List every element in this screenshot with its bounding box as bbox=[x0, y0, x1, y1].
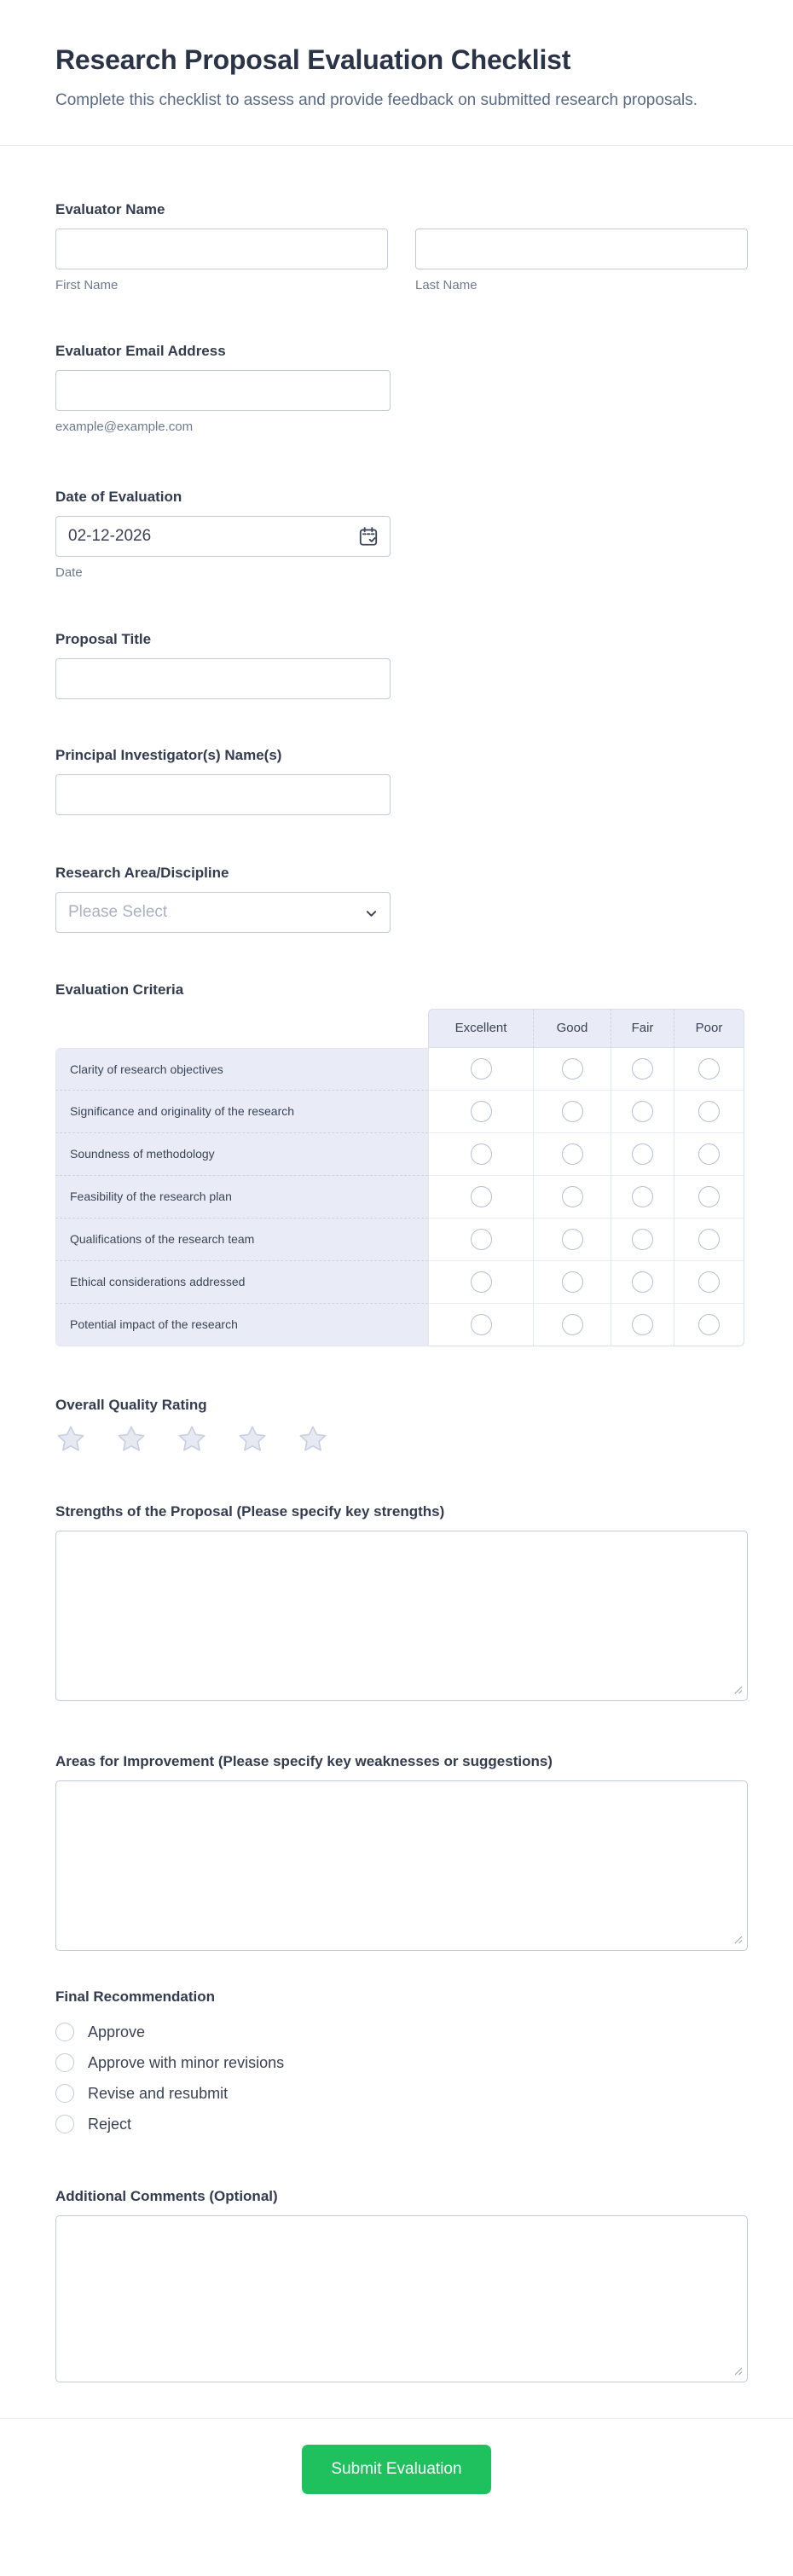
criteria-cell bbox=[611, 1176, 674, 1219]
criteria-radio[interactable] bbox=[698, 1186, 720, 1207]
criteria-row bbox=[55, 1048, 744, 1091]
criteria-label: Evaluation Criteria bbox=[55, 981, 184, 998]
improvements-textarea[interactable] bbox=[55, 1780, 748, 1951]
criteria-cell bbox=[611, 1133, 674, 1176]
question-pi-names bbox=[55, 744, 748, 815]
radio-option-label: Reject bbox=[88, 2115, 132, 2133]
radio-option-reject[interactable] bbox=[55, 2115, 748, 2133]
criteria-cell bbox=[674, 1304, 744, 1346]
research-area-label: Research Area/Discipline bbox=[55, 864, 229, 881]
criteria-cell bbox=[533, 1219, 611, 1261]
criteria-header-spacer bbox=[55, 1009, 428, 1048]
criteria-cell bbox=[674, 1091, 744, 1133]
email-sublabel: example@example.com bbox=[55, 419, 194, 434]
email-input[interactable] bbox=[55, 370, 391, 411]
criteria-cell bbox=[428, 1176, 533, 1219]
criteria-cell bbox=[674, 1133, 744, 1176]
criteria-radio[interactable] bbox=[471, 1271, 492, 1293]
criteria-row bbox=[55, 1176, 744, 1219]
criteria-cell bbox=[428, 1048, 533, 1091]
comments-label: Additional Comments (Optional) bbox=[55, 2187, 278, 2204]
criteria-radio[interactable] bbox=[698, 1101, 720, 1122]
criteria-radio[interactable] bbox=[632, 1143, 653, 1165]
criteria-column-header: Excellent bbox=[428, 1009, 533, 1048]
last-name-sublabel: Last Name bbox=[415, 277, 478, 292]
criteria-row-label: Significance and originality of the research bbox=[55, 1091, 428, 1133]
criteria-row-label: Ethical considerations addressed bbox=[55, 1261, 428, 1304]
last-name-input[interactable] bbox=[415, 229, 748, 269]
criteria-header-row bbox=[55, 1009, 744, 1048]
criteria-radio[interactable] bbox=[562, 1186, 583, 1207]
criteria-cell bbox=[533, 1133, 611, 1176]
question-evaluation-criteria bbox=[55, 979, 748, 1346]
radio-icon[interactable] bbox=[55, 2115, 74, 2133]
date-input[interactable] bbox=[55, 516, 391, 557]
first-name-sublabel: First Name bbox=[55, 277, 119, 292]
criteria-radio[interactable] bbox=[632, 1101, 653, 1122]
strengths-textarea[interactable] bbox=[55, 1531, 748, 1701]
criteria-radio[interactable] bbox=[698, 1058, 720, 1080]
criteria-radio[interactable] bbox=[562, 1271, 583, 1293]
criteria-radio[interactable] bbox=[698, 1229, 720, 1250]
radio-option-approve[interactable] bbox=[55, 2023, 748, 2041]
question-proposal-title bbox=[55, 628, 748, 699]
radio-option-label: Approve bbox=[88, 2023, 146, 2041]
pi-names-input[interactable] bbox=[55, 774, 391, 815]
submit-button[interactable]: Submit Evaluation bbox=[302, 2445, 491, 2494]
question-research-area bbox=[55, 862, 748, 933]
criteria-cell bbox=[428, 1133, 533, 1176]
comments-textarea[interactable] bbox=[55, 2215, 748, 2382]
question-email bbox=[55, 340, 748, 436]
first-name-input[interactable] bbox=[55, 229, 388, 269]
criteria-cell bbox=[533, 1261, 611, 1304]
criteria-radio[interactable] bbox=[471, 1058, 492, 1080]
strengths-label: Strengths of the Proposal (Please specify key strengths) bbox=[55, 1502, 445, 1520]
criteria-cell bbox=[428, 1304, 533, 1346]
criteria-cell bbox=[611, 1304, 674, 1346]
criteria-cell bbox=[674, 1048, 744, 1091]
date-sublabel: Date bbox=[55, 564, 83, 580]
criteria-radio[interactable] bbox=[632, 1229, 653, 1250]
star-icon[interactable] bbox=[298, 1424, 328, 1455]
criteria-radio[interactable] bbox=[471, 1101, 492, 1122]
radio-option-label: Revise and resubmit bbox=[88, 2084, 229, 2102]
chevron-down-icon bbox=[365, 907, 378, 920]
criteria-radio[interactable] bbox=[632, 1186, 653, 1207]
criteria-radio[interactable] bbox=[471, 1314, 492, 1335]
criteria-radio[interactable] bbox=[632, 1314, 653, 1335]
criteria-cell bbox=[611, 1261, 674, 1304]
criteria-cell bbox=[674, 1261, 744, 1304]
criteria-radio[interactable] bbox=[632, 1271, 653, 1293]
proposal-title-label: Proposal Title bbox=[55, 630, 152, 647]
criteria-row bbox=[55, 1261, 744, 1304]
criteria-radio[interactable] bbox=[471, 1143, 492, 1165]
question-date bbox=[55, 486, 748, 582]
criteria-table bbox=[55, 1009, 744, 1346]
criteria-radio[interactable] bbox=[562, 1058, 583, 1080]
criteria-cell bbox=[533, 1048, 611, 1091]
criteria-radio[interactable] bbox=[632, 1058, 653, 1080]
question-final-recommendation bbox=[55, 1986, 748, 2133]
criteria-row-label: Feasibility of the research plan bbox=[55, 1176, 428, 1219]
form-body bbox=[0, 146, 793, 2382]
research-area-placeholder: Please Select bbox=[68, 902, 168, 921]
submit-row bbox=[0, 2419, 793, 2494]
star-icon[interactable] bbox=[237, 1424, 268, 1455]
criteria-radio[interactable] bbox=[562, 1229, 583, 1250]
evaluator-name-label: Evaluator Name bbox=[55, 200, 165, 217]
criteria-cell bbox=[533, 1304, 611, 1346]
criteria-cell bbox=[611, 1219, 674, 1261]
criteria-row-label: Qualifications of the research team bbox=[55, 1219, 428, 1261]
final-recommendation-label: Final Recommendation bbox=[55, 1988, 216, 2005]
question-evaluator-name bbox=[55, 199, 748, 294]
criteria-row-label: Clarity of research objectives bbox=[55, 1048, 428, 1091]
criteria-radio[interactable] bbox=[471, 1186, 492, 1207]
criteria-radio[interactable] bbox=[698, 1314, 720, 1335]
criteria-radio[interactable] bbox=[562, 1143, 583, 1165]
research-area-select[interactable] bbox=[55, 892, 391, 933]
criteria-cell bbox=[428, 1219, 533, 1261]
criteria-cell bbox=[428, 1261, 533, 1304]
criteria-cell bbox=[611, 1091, 674, 1133]
criteria-cell bbox=[611, 1048, 674, 1091]
star-icon[interactable] bbox=[116, 1424, 147, 1455]
criteria-cell bbox=[674, 1219, 744, 1261]
page-description: Complete this checklist to assess and provide feedback on submitted research proposals. bbox=[55, 91, 698, 109]
criteria-radio[interactable] bbox=[562, 1101, 583, 1122]
criteria-cell bbox=[533, 1091, 611, 1133]
criteria-cell bbox=[674, 1176, 744, 1219]
proposal-title-input[interactable] bbox=[55, 658, 391, 699]
criteria-column-header: Fair bbox=[611, 1009, 674, 1048]
question-comments bbox=[55, 2185, 748, 2382]
criteria-row bbox=[55, 1219, 744, 1261]
question-strengths bbox=[55, 1501, 748, 1701]
radio-option-approve-minor-revisions[interactable] bbox=[55, 2053, 748, 2072]
date-label: Date of Evaluation bbox=[55, 488, 182, 505]
improvements-label: Areas for Improvement (Please specify key weaknesses or suggestions) bbox=[55, 1752, 553, 1769]
calendar-icon[interactable] bbox=[357, 525, 379, 547]
radio-icon[interactable] bbox=[55, 2084, 74, 2103]
criteria-radio[interactable] bbox=[562, 1314, 583, 1335]
radio-icon[interactable] bbox=[55, 2053, 74, 2072]
criteria-row bbox=[55, 1091, 744, 1133]
star-rating bbox=[55, 1424, 748, 1455]
overall-rating-label: Overall Quality Rating bbox=[55, 1396, 207, 1413]
star-icon[interactable] bbox=[55, 1424, 86, 1455]
radio-icon[interactable] bbox=[55, 2023, 74, 2041]
criteria-column-header: Poor bbox=[674, 1009, 744, 1048]
criteria-radio[interactable] bbox=[471, 1229, 492, 1250]
final-recommendation-options bbox=[55, 2023, 748, 2133]
criteria-row-label: Potential impact of the research bbox=[55, 1304, 428, 1346]
star-icon[interactable] bbox=[177, 1424, 207, 1455]
criteria-row bbox=[55, 1304, 744, 1346]
question-improvements bbox=[55, 1751, 748, 1951]
criteria-cell bbox=[533, 1176, 611, 1219]
criteria-column-header: Good bbox=[533, 1009, 611, 1048]
criteria-radio[interactable] bbox=[698, 1271, 720, 1293]
page-title: Research Proposal Evaluation Checklist bbox=[55, 44, 571, 75]
form-header bbox=[0, 0, 793, 114]
question-overall-rating bbox=[55, 1394, 748, 1455]
pi-names-label: Principal Investigator(s) Name(s) bbox=[55, 746, 282, 763]
email-label: Evaluator Email Address bbox=[55, 342, 226, 359]
criteria-radio[interactable] bbox=[698, 1143, 720, 1165]
radio-option-label: Approve with minor revisions bbox=[88, 2053, 285, 2071]
criteria-cell bbox=[428, 1091, 533, 1133]
criteria-row bbox=[55, 1133, 744, 1176]
criteria-row-label: Soundness of methodology bbox=[55, 1133, 428, 1176]
radio-option-revise-resubmit[interactable] bbox=[55, 2084, 748, 2103]
